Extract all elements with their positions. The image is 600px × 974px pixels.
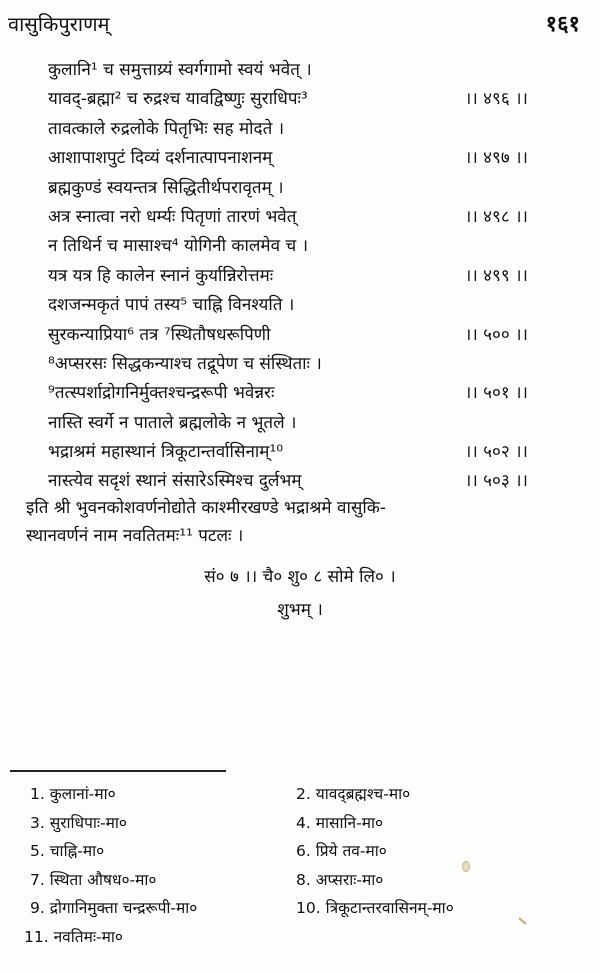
- footnotes: [24, 780, 570, 951]
- colophon-line: स्थानवर्णनं नाम नवतितमः¹¹ पटलः ।: [26, 526, 244, 546]
- verse-number: ।। ५०० ।।: [464, 324, 528, 345]
- footnote-row: [30, 866, 570, 895]
- verse-text: ब्रह्मकुण्डं स्वयन्तत्र सिद्धितीर्थपरावृतम् ।: [48, 177, 284, 198]
- verse-line: [48, 350, 528, 379]
- verse-block: [48, 56, 528, 497]
- verse-text: आशापाशपुटं दिव्यं दर्शनात्पापनाशनम्: [48, 148, 273, 169]
- footnote: 6. प्रिये तव-मा०: [296, 842, 387, 860]
- verse-line: [48, 379, 528, 408]
- verse-line: [48, 467, 528, 496]
- running-head: वासुकिपुराणम्: [8, 12, 110, 36]
- verse-number: ।। ५०१ ।।: [464, 383, 528, 404]
- verse-text: दशजन्मकृतं पापं तस्य⁵ चाह्नि विनश्यति ।: [48, 295, 295, 316]
- footnote: 10. त्रिकूटान्तरवासिनम्-मा०: [296, 899, 454, 917]
- verse-text: भद्राश्रमं महास्थानं त्रिकूटान्तर्वासिनाम्¹⁰: [48, 442, 284, 463]
- closing-benediction: शुभम् ।: [277, 600, 323, 620]
- verse-line: [48, 232, 528, 261]
- verse-line: [48, 56, 528, 85]
- verse-number: ।। ४९६ ।।: [464, 89, 528, 110]
- verse-line: [48, 409, 528, 438]
- footnote-divider: [10, 770, 226, 772]
- verse-text: न तिथिर्न च मासाश्च⁴ योगिनी कालमेव च ।: [48, 236, 309, 257]
- verse-line: [48, 321, 528, 350]
- verse-line: [48, 144, 528, 173]
- footnote: 7. स्थिता औषध०-मा०: [30, 870, 157, 889]
- verse-number: ।। ४९९ ।।: [464, 265, 528, 286]
- footnote: 2. यावद्ब्रह्मश्च-मा०: [296, 785, 411, 803]
- verse-text: ⁹तत्स्पर्शाद्रोगनिर्मुक्तश्चन्द्ररूपी भवेन्नरः: [48, 383, 275, 404]
- verse-text: तावत्काले रुद्रलोके पितृभिः सह मोदते ।: [48, 118, 285, 139]
- footnote: 1. कुलानां-मा०: [30, 785, 116, 803]
- verse-number: ।। ४९७ ।।: [464, 148, 528, 169]
- footnote-row: [30, 780, 570, 809]
- scribal-date-line: सं० ७ ।। चै० शु० ८ सोमे लि० ।: [204, 567, 396, 587]
- footnote: 4. मासानि-मा०: [296, 813, 384, 832]
- verse-line: [48, 291, 528, 320]
- page-header: [8, 6, 580, 42]
- verse-number: ।। ५०२ ।।: [464, 442, 528, 463]
- verse-text: ⁸अप्सरसः सिद्धकन्याश्च तद्रूपेण च संस्थिताः ।: [48, 353, 322, 374]
- verse-line: [48, 85, 528, 114]
- footnote-row: [30, 894, 570, 923]
- verse-line: [48, 438, 528, 467]
- footnote: 11. नवतिमः-मा०: [24, 927, 123, 946]
- verse-text: सुरकन्याप्रिया⁶ तत्र ⁷स्थितौषधरूपिणी: [48, 324, 271, 345]
- verse-line: [48, 203, 528, 232]
- paper-speck: [462, 861, 470, 872]
- footnote: 5. चाह्नि-मा०: [30, 842, 105, 860]
- verse-text: यावद्-ब्रह्मा² च रुद्रश्च यावद्विष्णुः सुराधिपः³: [48, 89, 308, 110]
- verse-text: यत्र यत्र हि कालेन स्नानं कुर्यान्निरोत्तमः: [48, 265, 274, 286]
- footnote-row: [30, 837, 570, 866]
- colophon-line: इति श्री भुवनकोशवर्णनोद्योते काश्मीरखण्डे भद्राश्रमे वासुकि-: [26, 498, 386, 518]
- verse-line: [48, 115, 528, 144]
- verse-line: [48, 174, 528, 203]
- verse-number: ।। ५०३ ।।: [464, 471, 528, 492]
- colophon: [26, 494, 576, 550]
- verse-text: अत्र स्नात्वा नरो धर्म्यः पितृणां तारणं भवेत्: [48, 206, 297, 227]
- footnote-row: [30, 809, 570, 838]
- verse-text: नास्त्येव सदृशं स्थानं संसारेऽस्मिश्च दुर्लभम्: [48, 471, 302, 492]
- page-number: १६१: [545, 12, 580, 37]
- footnote: 3. सुराधिपाः-मा०: [30, 813, 127, 832]
- verse-line: [48, 262, 528, 291]
- verse-text: नास्ति स्वर्गे न पाताले ब्रह्मलोके न भूतले ।: [48, 412, 297, 433]
- verse-number: ।। ४९८ ।।: [464, 206, 528, 227]
- footnote: 9. द्रोगानिमुक्ता चन्द्ररूपी-मा०: [30, 899, 198, 917]
- footnote-row: [24, 923, 570, 952]
- verse-text: कुलानि¹ च समुत्ताय्र्यं स्वर्गगामो स्वयं भवेत् ।: [48, 60, 312, 80]
- footnote: 8. अप्सराः-मा०: [296, 870, 384, 889]
